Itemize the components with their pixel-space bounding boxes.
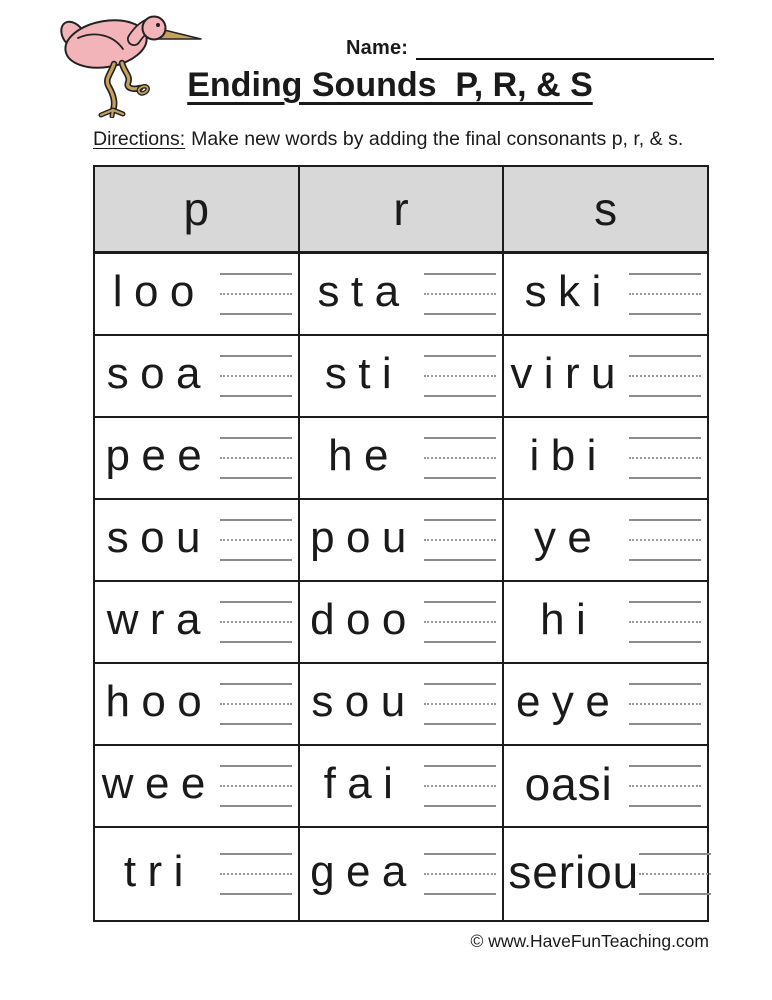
- word-stem: seriou: [508, 846, 640, 898]
- writing-blank[interactable]: [629, 273, 701, 315]
- word-stem: sou: [106, 513, 212, 562]
- word-cell: [503, 253, 708, 336]
- word-stem: pee: [105, 431, 214, 480]
- word-stem: hi: [540, 595, 598, 644]
- name-blank-line[interactable]: [416, 36, 714, 60]
- word-stem: sta: [317, 267, 411, 316]
- word-stem: pou: [310, 513, 418, 562]
- copyright-text: © www.HaveFunTeaching.com: [470, 931, 709, 951]
- word-stem: sti: [324, 349, 404, 398]
- word-table: [93, 165, 709, 922]
- word-stem: gea: [310, 847, 418, 896]
- word-stem: sou: [311, 677, 417, 726]
- name-row: [346, 36, 714, 60]
- word-cell: [94, 581, 299, 663]
- table-row: [94, 827, 708, 921]
- word-cell: [503, 335, 708, 417]
- writing-blank[interactable]: [424, 355, 496, 397]
- word-cell: [94, 499, 299, 581]
- writing-blank[interactable]: [629, 601, 701, 643]
- word-stem: doo: [310, 595, 418, 644]
- writing-blank[interactable]: [220, 853, 292, 895]
- table-header-row: [94, 166, 708, 253]
- word-cell: [94, 253, 299, 336]
- word-stem: viru: [510, 349, 627, 398]
- writing-blank[interactable]: [220, 683, 292, 725]
- writing-blank[interactable]: [220, 355, 292, 397]
- column-header-r: r: [299, 166, 504, 253]
- word-stem: he: [328, 431, 400, 480]
- word-cell: [503, 417, 708, 499]
- name-label: Name:: [346, 37, 409, 59]
- word-stem: hoo: [105, 677, 214, 726]
- writing-blank[interactable]: [629, 765, 701, 807]
- table-row: [94, 417, 708, 499]
- writing-blank[interactable]: [629, 519, 701, 561]
- word-cell: [503, 581, 708, 663]
- word-stem: fai: [323, 759, 405, 808]
- word-cell: [503, 499, 708, 581]
- writing-blank[interactable]: [220, 765, 292, 807]
- word-stem: ibi: [529, 431, 608, 480]
- word-cell: [299, 335, 504, 417]
- word-cell: [299, 745, 504, 827]
- word-cell: [299, 827, 504, 921]
- word-cell: [299, 253, 504, 336]
- writing-blank[interactable]: [629, 355, 701, 397]
- table-row: [94, 335, 708, 417]
- writing-blank[interactable]: [424, 437, 496, 479]
- word-stem: oasi: [524, 758, 613, 810]
- word-cell: [503, 827, 708, 921]
- writing-blank[interactable]: [220, 273, 292, 315]
- word-cell: [94, 827, 299, 921]
- table-row: [94, 745, 708, 827]
- writing-blank[interactable]: [424, 765, 496, 807]
- writing-blank[interactable]: [220, 437, 292, 479]
- writing-blank[interactable]: [220, 519, 292, 561]
- word-stem: wra: [106, 595, 212, 644]
- word-stem: eye: [516, 677, 622, 726]
- writing-blank[interactable]: [629, 683, 701, 725]
- writing-blank[interactable]: [220, 601, 292, 643]
- table-row: [94, 499, 708, 581]
- directions: [93, 128, 683, 151]
- table-row: [94, 663, 708, 745]
- column-header-s: s: [503, 166, 708, 253]
- writing-blank[interactable]: [424, 853, 496, 895]
- writing-blank[interactable]: [639, 853, 711, 895]
- word-stem: soa: [106, 349, 212, 398]
- directions-text: Make new words by adding the final consonants p, r, & s.: [191, 128, 684, 150]
- worksheet-title: Ending Sounds P, R, & S: [187, 66, 593, 104]
- table-row: [94, 581, 708, 663]
- word-stem: loo: [112, 267, 206, 316]
- table-row: [94, 253, 708, 336]
- word-cell: [299, 663, 504, 745]
- word-cell: [94, 335, 299, 417]
- word-cell: [94, 745, 299, 827]
- writing-blank[interactable]: [424, 519, 496, 561]
- word-stem: wee: [101, 759, 217, 808]
- directions-label: Directions:: [93, 128, 186, 150]
- word-stem: ski: [524, 267, 613, 316]
- word-cell: [299, 581, 504, 663]
- word-cell: [503, 745, 708, 827]
- writing-blank[interactable]: [424, 683, 496, 725]
- word-stem: tri: [123, 847, 195, 896]
- column-header-p: p: [94, 166, 299, 253]
- word-cell: [94, 417, 299, 499]
- word-cell: [299, 417, 504, 499]
- writing-blank[interactable]: [424, 601, 496, 643]
- word-cell: [503, 663, 708, 745]
- word-cell: [94, 663, 299, 745]
- word-cell: [299, 499, 504, 581]
- writing-blank[interactable]: [629, 437, 701, 479]
- writing-blank[interactable]: [424, 273, 496, 315]
- word-stem: ye: [533, 513, 604, 562]
